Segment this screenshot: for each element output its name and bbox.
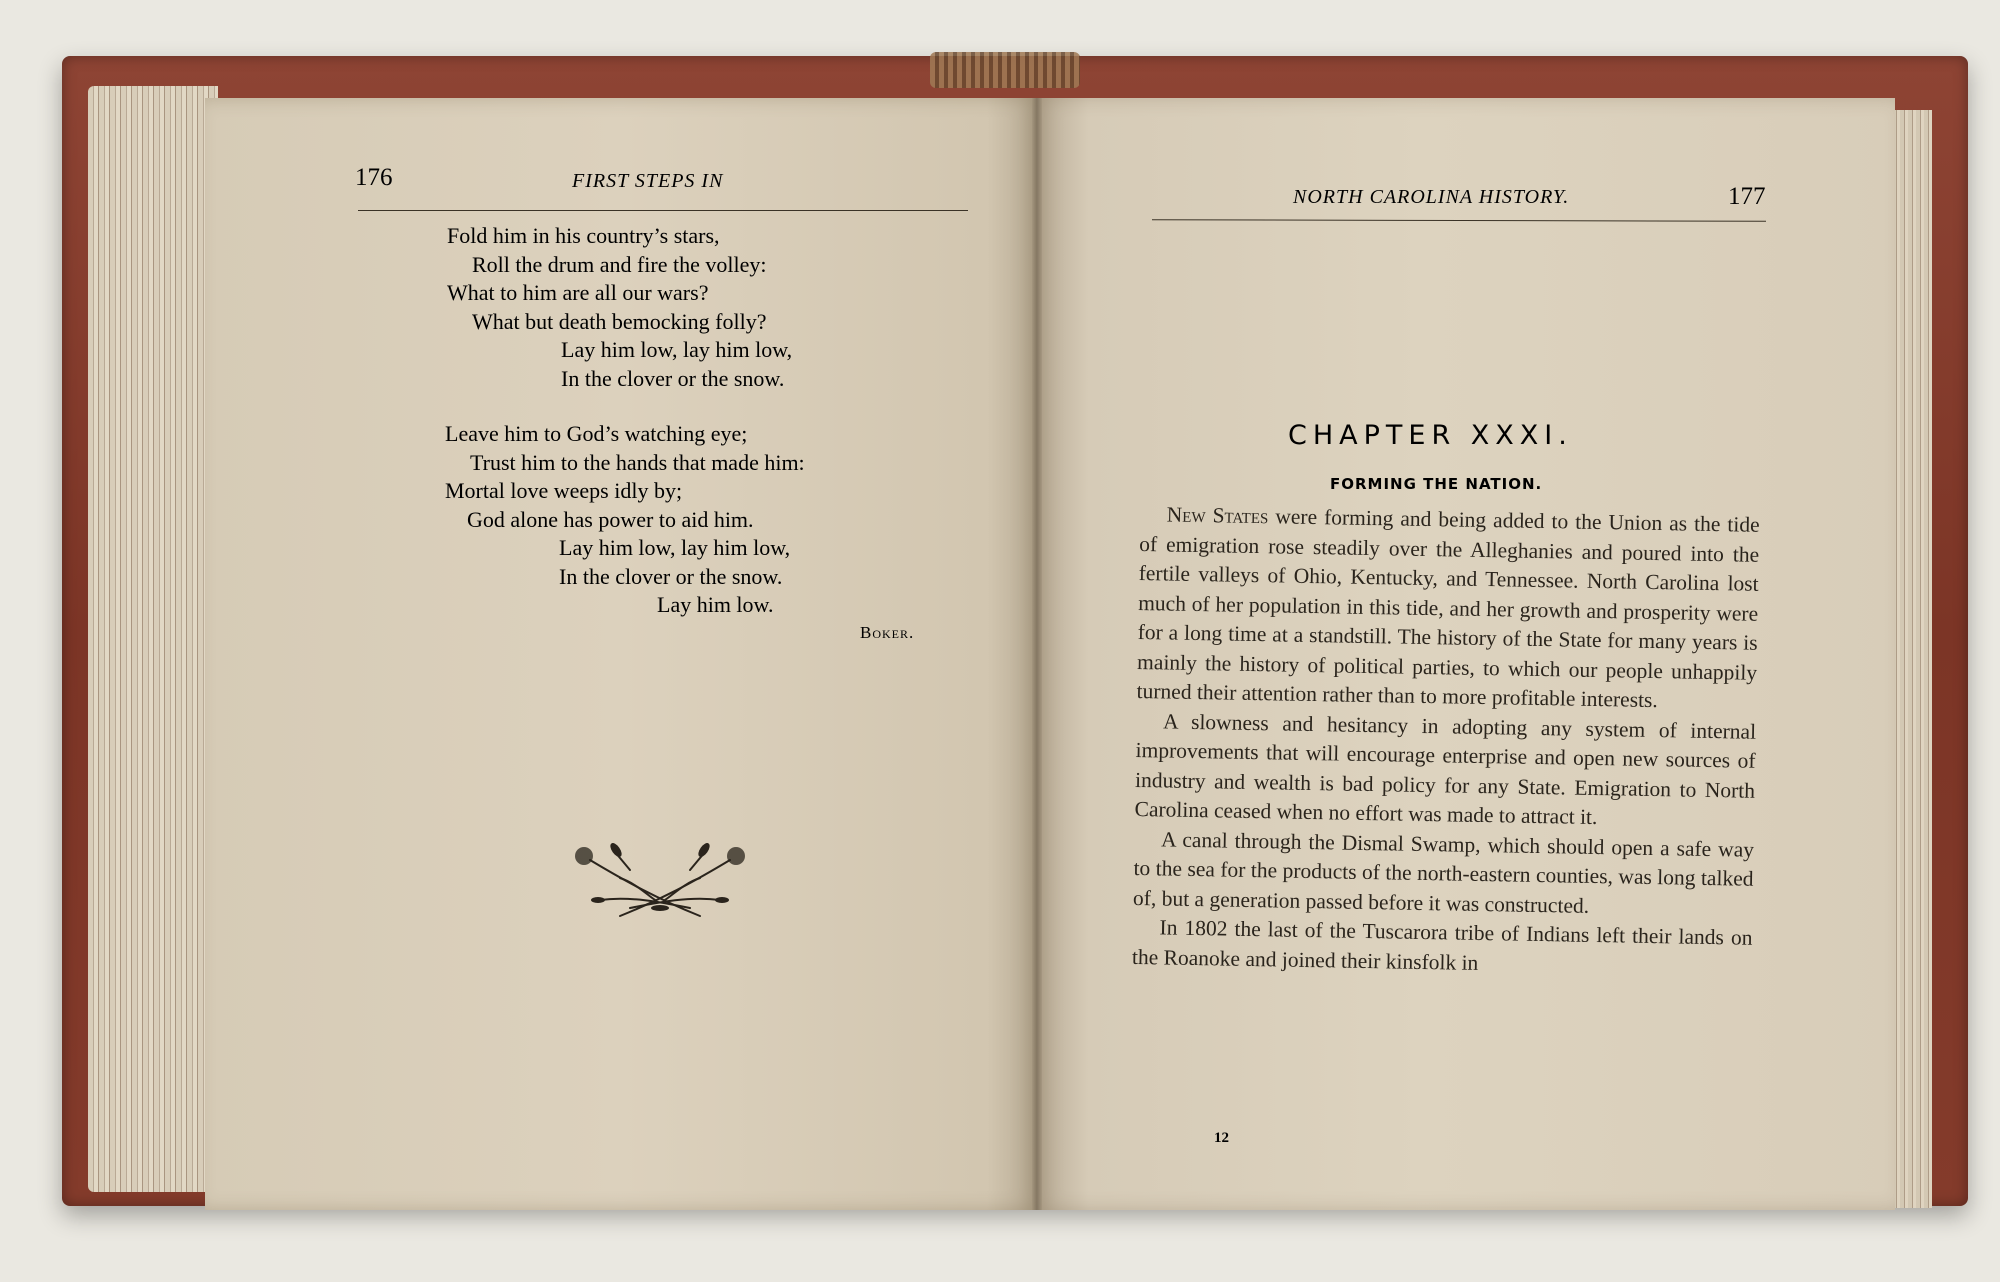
verse-line: Lay him low, lay him low, (561, 337, 793, 362)
verse-line: Leave him to God’s watching eye; (445, 421, 748, 446)
verse-line: Lay him low, lay him low, (559, 535, 791, 560)
verse-line: Trust him to the hands that made him: (470, 449, 805, 475)
chapter-body-text (1132, 500, 1760, 983)
verse-line: In the clover or the snow. (559, 563, 783, 589)
left-page-stack (88, 86, 218, 1192)
book-gutter (1032, 98, 1042, 1210)
body-paragraph: In 1802 the last of the Tuscarora tribe of Indians left their lands on the Roanoke and joined their kinsfolk in (1131, 915, 1753, 975)
body-paragraph (1136, 500, 1760, 717)
crossed-carnations-ornament-icon (560, 838, 760, 920)
poem-stanza-1 (447, 222, 792, 393)
verse-line: Lay him low. (657, 592, 774, 617)
verse-line: Fold him in his country’s stars, (447, 223, 720, 248)
right-running-head: NORTH CAROLINA HISTORY. (1293, 186, 1570, 208)
lead-words: New States (1166, 502, 1269, 529)
poem-attribution: Boker. (860, 623, 915, 642)
left-header-rule (358, 210, 968, 211)
verse-line: Mortal love weeps idly by; (445, 478, 683, 503)
body-paragraph: A slowness and hesitancy in adopting any system of internal improvements that will encourage enterprise and open new sources of industry and wealth is bad policy for any State. Emigration to North Carolina ceased when no effort was made to attract it. (1134, 708, 1757, 830)
chapter-subtitle: FORMING THE NATION. (1330, 475, 1543, 493)
poem-stanza-2 (445, 420, 805, 620)
left-page-number: 176 (355, 164, 393, 191)
body-paragraph: A canal through the Dismal Swamp, which should open a safe way to the sea for the products of the north-eastern counties, was long talked of, but a generation passed before it was constructed. (1132, 826, 1755, 918)
chapter-title: CHAPTER XXXI. (1288, 420, 1573, 451)
verse-line: God alone has power to aid him. (467, 506, 754, 532)
verse-line: Roll the drum and fire the volley: (472, 251, 767, 277)
book-spine-binding (930, 52, 1080, 88)
verse-line: What to him are all our wars? (447, 280, 709, 305)
left-running-head: FIRST STEPS IN (572, 170, 724, 192)
right-page-number: 177 (1728, 183, 1766, 210)
signature-mark: 12 (1214, 1130, 1229, 1146)
paragraph-1-text: were forming and being added to the Union as the tide of emigration rose steadily over the Alleghanies and poured into the fertile valleys of Ohio, Kentucky, and Tennessee. North Carolina lost much of her population in this tide, and her growth and prosperity were for a long time at a standstill. The history of the State for many years is mainly the history of political parties, to which our people unhappily turned their attention rather than to more profitable interests. (1136, 504, 1760, 713)
verse-line: In the clover or the snow. (561, 365, 785, 391)
verse-line: What but death bemocking folly? (472, 308, 767, 334)
